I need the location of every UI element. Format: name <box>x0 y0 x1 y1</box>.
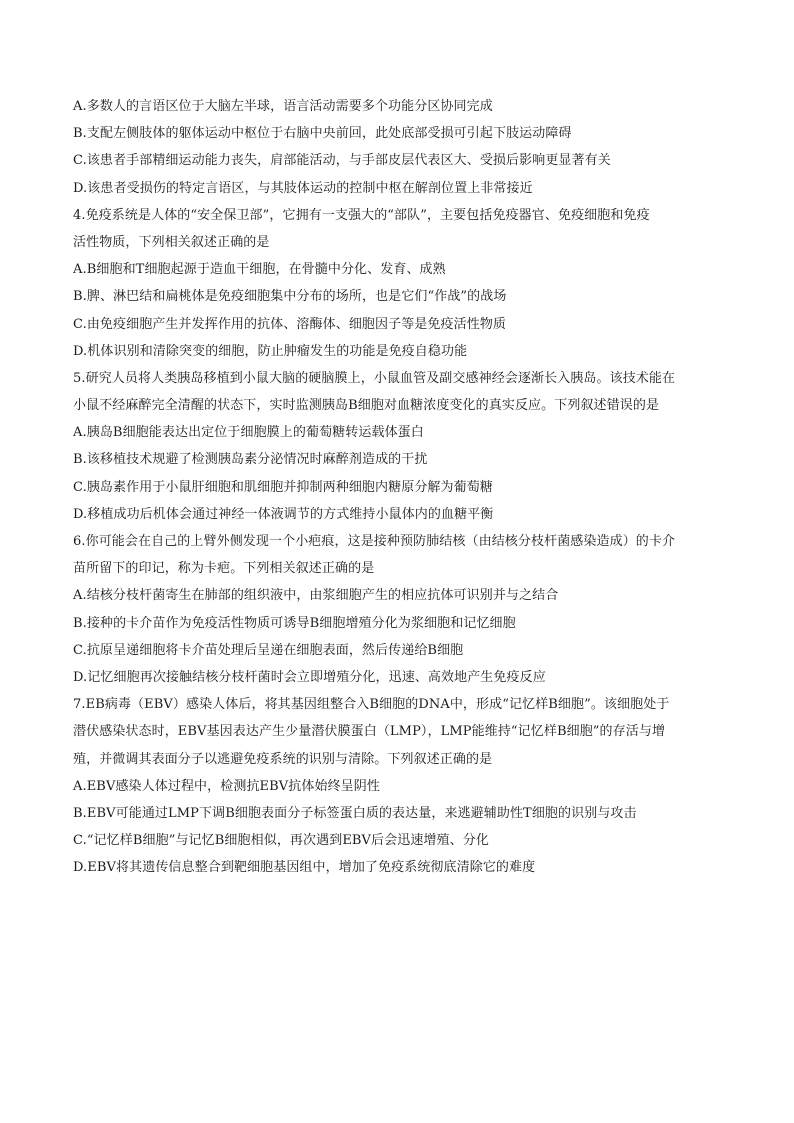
option-line: C.“记忆样B细胞”与记忆B细胞相似，再次遇到EBV后会迅速增殖、分化 <box>73 833 489 849</box>
question-stem-line: 5.研究人员将人类胰岛移植到小鼠大脑的硬脑膜上，小鼠血管及副交感神经会逐渐长入胰岛。该技术能在 <box>73 370 676 386</box>
option-line: C.胰岛素作用于小鼠肝细胞和肌细胞并抑制两种细胞内糖原分解为葡萄糖 <box>73 479 493 495</box>
option-line: D.EBV将其遗传信息整合到靶细胞基因组中，增加了免疫系统彻底清除它的难度 <box>73 860 536 876</box>
question-stem-line: 小鼠不经麻醉完全清醒的状态下，实时监测胰岛B细胞对血糖浓度变化的真实反应。下列叙述错误的是 <box>73 398 660 414</box>
question-stem-line: 6.你可能会在自己的上臂外侧发现一个小疤痕，这是接种预防肺结核（由结核分枝杆菌感染造成）的卡介 <box>73 534 676 549</box>
option-line: C.抗原呈递细胞将卡介苗处理后呈递在细胞表面，然后传递给B细胞 <box>73 642 464 658</box>
option-line: D.机体识别和清除突变的细胞，防止肿瘤发生的功能是免疫自稳功能 <box>73 343 468 359</box>
option-line: D.记忆细胞再次接触结核分枝杆菌时会立即增殖分化，迅速、高效地产生免疫反应 <box>73 669 546 685</box>
option-line: B.支配左侧肢体的躯体运动中枢位于右脑中央前回，此处底部受损可引起下肢运动障碍 <box>73 126 572 142</box>
option-line: D.移植成功后机体会通过神经一体液调节的方式维持小鼠体内的血糖平衡 <box>73 506 494 522</box>
option-line: B.接种的卡介苗作为免疫活性物质可诱导B细胞增殖分化为浆细胞和记忆细胞 <box>73 615 516 631</box>
option-line: A.EBV感染人体过程中，检测抗EBV抗体始终呈阴性 <box>73 778 380 794</box>
question-stem-line: 活性物质，下列相关叙述正确的是 <box>73 234 270 250</box>
question-stem-line: 苗所留下的印记，称为卡疤。下列相关叙述正确的是 <box>73 561 375 577</box>
option-line: C.该患者手部精细运动能力丧失，肩部能活动，与手部皮层代表区大、受损后影响更显著有关 <box>73 153 611 169</box>
option-line: B.EBV可能通过LMP下调B细胞表面分子标签蛋白质的表达量，来逃避辅助性T细胞的识别与攻击 <box>73 805 637 821</box>
option-line: A.结核分枝杆菌寄生在肺部的组织液中，由浆细胞产生的相应抗体可识别并与之结合 <box>73 588 559 604</box>
option-line: C.由免疫细胞产生并发挥作用的抗体、溶酶体、细胞因子等是免疫活性物质 <box>73 316 507 332</box>
question-stem-line: 7.EB病毒（EBV）感染人体后，将其基因组整合入B细胞的DNA中，形成“记忆样B细胞”。该细胞处于 <box>73 697 670 713</box>
question-stem-line: 殖，并微调其表面分子以逃避免疫系统的识别与清除。下列叙述正确的是 <box>73 751 493 767</box>
option-line: A.多数人的言语区位于大脑左半球，语言活动需要多个功能分区协同完成 <box>73 99 493 114</box>
option-line: A.B细胞和T细胞起源于造血干细胞，在骨髓中分化、发育、成熟 <box>73 262 446 278</box>
question-stem-line: 潜伏感染状态时，EBV基因表达产生少量潜伏膜蛋白（LMP），LMP能维持“记忆样B细胞”的存活与增 <box>73 724 666 740</box>
option-line: D.该患者受损伤的特定言语区，与其肢体运动的控制中枢在解剖位置上非常接近 <box>73 180 533 196</box>
option-line: B.该移植技术规避了检测胰岛素分泌情况时麻醉剂造成的干扰 <box>73 452 428 468</box>
question-text-block <box>73 93 723 881</box>
option-line: B.脾、淋巴结和扁桃体是免疫细胞集中分布的场所，也是它们“作战”的战场 <box>73 289 507 305</box>
question-stem-line: 4.免疫系统是人体的“安全保卫部”，它拥有一支强大的“部队”，主要包括免疫器官、免疫细胞和免疫 <box>73 207 650 223</box>
option-line: A.胰岛B细胞能表达出定位于细胞膜上的葡萄糖转运载体蛋白 <box>73 425 424 441</box>
